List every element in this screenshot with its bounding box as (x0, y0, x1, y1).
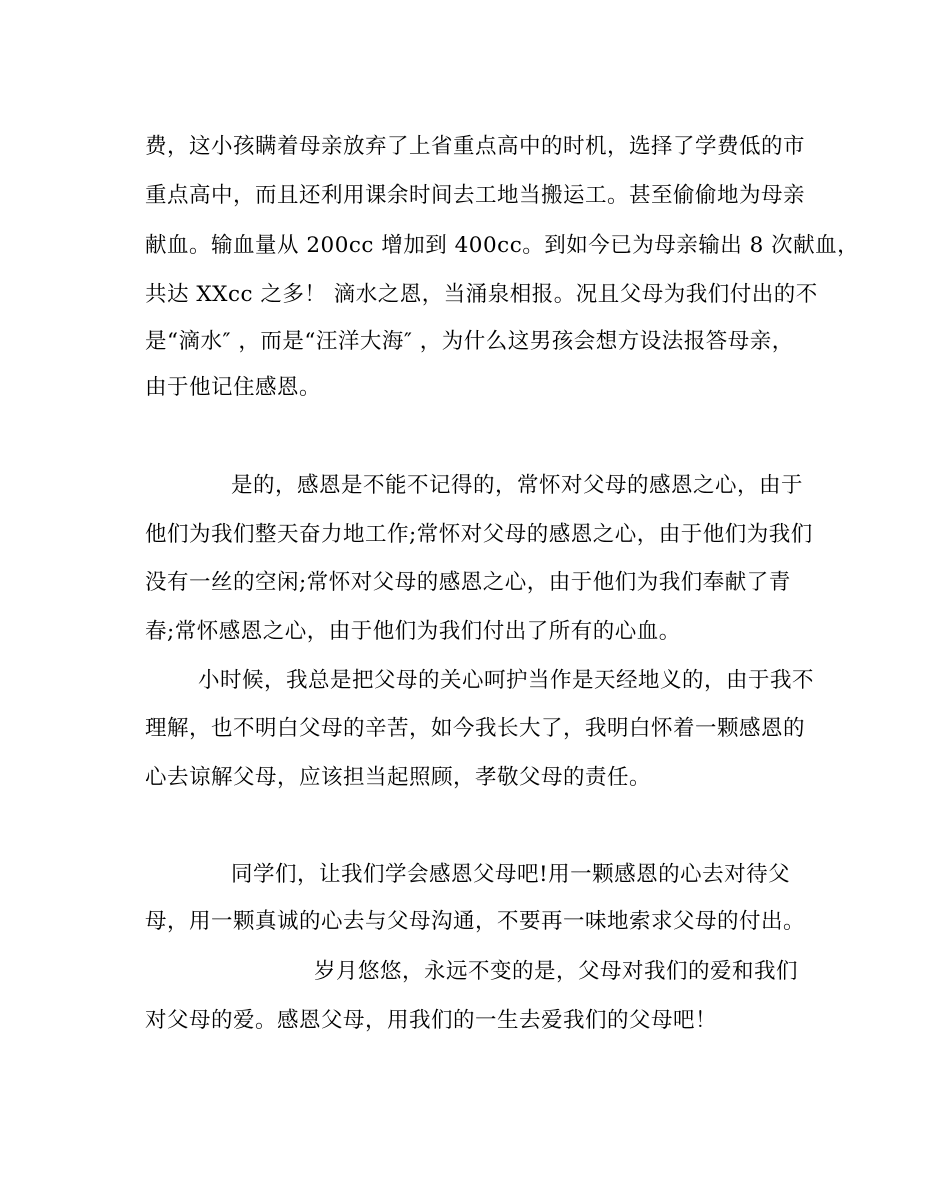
paragraph-line: 重点高中，而且还利用课余时间去工地当搬运工。甚至偷偷地为母亲 (145, 183, 806, 208)
paragraph-line: 同学们，让我们学会感恩父母吧!用一颗感恩的心去对待父 (231, 862, 791, 887)
paragraph-line: 是的，感恩是不能不记得的，常怀对父母的感恩之心，由于 (231, 473, 804, 498)
paragraph-line: 岁月悠悠，永远不变的是，父母对我们的爱和我们 (314, 959, 799, 984)
paragraph-line: 他们为我们整天奋力地工作;常怀对父母的感恩之心，由于他们为我们 (145, 522, 813, 547)
paragraph-line: 是“滴水″ ，而是“汪洋大海″ ，为什么这男孩会想方设法报答母亲， (145, 329, 794, 354)
paragraph-line: 母，用一颗真诚的心去与父母沟通，不要再一味地索求父母的付出。 (145, 909, 806, 934)
paragraph-line: 理解，也不明白父母的辛苦，如今我长大了，我明白怀着一颗感恩的 (145, 716, 806, 741)
paragraph-line: 心去谅解父母，应该担当起照顾，孝敬父母的责任。 (145, 765, 652, 790)
paragraph-line: 由于他记住感恩。 (145, 375, 322, 400)
paragraph-line: 共达 XXcc 之多！ 滴水之恩，当涌泉相报。况且父母为我们付出的不 (145, 282, 818, 307)
paragraph-line: 没有一丝的空闲;常怀对父母的感恩之心，由于他们为我们奉献了青 (145, 570, 791, 595)
paragraph-line: 对父母的爱。感恩父母，用我们的一生去爱我们的父母吧！ (145, 1008, 718, 1033)
paragraph-line: 春;常怀感恩之心，由于他们为我们付出了所有的心血。 (145, 619, 681, 644)
paragraph-line: 费，这小孩瞒着母亲放弃了上省重点高中的时机，选择了学费低的市 (145, 134, 806, 159)
paragraph-line: 小时候，我总是把父母的关心呵护当作是天经地义的，由于我不 (198, 668, 815, 693)
paragraph-line: 献血。输血量从 200cc 增加到 400cc。到如今已为母亲输出 8 次献血， (145, 233, 860, 258)
